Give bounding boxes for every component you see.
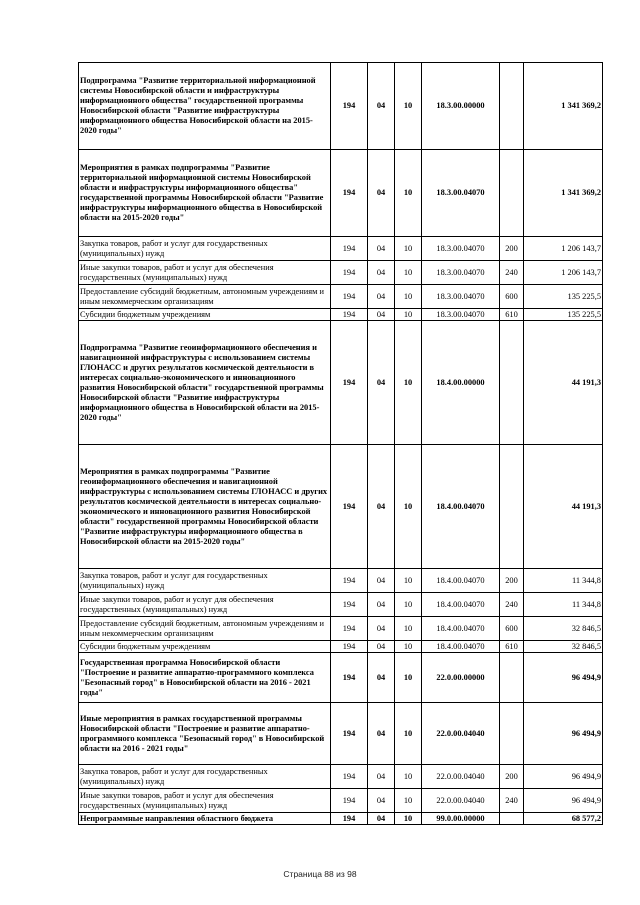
row-ministry-code-cell: 194 <box>331 641 368 653</box>
row-expense-type-cell <box>500 321 524 445</box>
row-subsection-cell: 10 <box>395 789 422 813</box>
row-section-cell: 04 <box>368 321 395 445</box>
row-target-article-cell: 18.4.00.00000 <box>422 321 500 445</box>
row-amount-cell: 1 341 369,2 <box>524 150 603 237</box>
row-expense-type-cell: 200 <box>500 237 524 261</box>
row-target-article-cell: 18.3.00.04070 <box>422 285 500 309</box>
row-name-cell: Закупка товаров, работ и услуг для государственных (муниципальных) нужд <box>79 237 331 261</box>
row-amount-cell: 11 344,8 <box>524 593 603 617</box>
row-ministry-code-cell: 194 <box>331 813 368 825</box>
row-ministry-code-cell: 194 <box>331 765 368 789</box>
row-name-cell: Закупка товаров, работ и услуг для государственных (муниципальных) нужд <box>79 765 331 789</box>
row-name-cell: Мероприятия в рамках подпрограммы "Развитие геоинформационного обеспечения и навигационной инфраструктуры с использованием системы ГЛОНАСС и других результатов космической деятельности в интересах социально-экономического и инновационного развития Новосибирской области" государственной программы Новосибирской области "Развитие инфраструктуры информационного общества в Новосибирской области на 2015-2020 годы" <box>79 445 331 569</box>
row-target-article-cell: 18.3.00.04070 <box>422 261 500 285</box>
row-target-article-cell: 22.0.00.00000 <box>422 653 500 703</box>
row-amount-cell: 44 191,3 <box>524 445 603 569</box>
row-target-article-cell: 18.3.00.00000 <box>422 63 500 150</box>
table-row <box>79 703 603 765</box>
row-subsection-cell: 10 <box>395 765 422 789</box>
row-target-article-cell: 18.4.00.04070 <box>422 593 500 617</box>
table-row <box>79 321 603 445</box>
row-section-cell: 04 <box>368 617 395 641</box>
row-target-article-cell: 18.4.00.04070 <box>422 569 500 593</box>
table-row <box>79 285 603 309</box>
row-target-article-cell: 99.0.00.00000 <box>422 813 500 825</box>
row-subsection-cell: 10 <box>395 653 422 703</box>
row-name-cell: Непрограммные направления областного бюджета <box>79 813 331 825</box>
row-name-cell: Государственная программа Новосибирской области "Построение и развитие аппаратно-программного комплекса "Безопасный город" в Новосибирской области на 2016 - 2021 годы" <box>79 653 331 703</box>
row-name-cell: Иные мероприятия в рамках государственной программы Новосибирской области "Построение и развитие аппаратно-программного комплекса "Безопасный город" в Новосибирской области на 2016 - 2021 годы" <box>79 703 331 765</box>
table-row <box>79 237 603 261</box>
row-name-cell: Закупка товаров, работ и услуг для государственных (муниципальных) нужд <box>79 569 331 593</box>
row-expense-type-cell: 240 <box>500 789 524 813</box>
table-row <box>79 765 603 789</box>
row-subsection-cell: 10 <box>395 703 422 765</box>
row-expense-type-cell <box>500 653 524 703</box>
row-name-cell: Иные закупки товаров, работ и услуг для обеспечения государственных (муниципальных) нужд <box>79 261 331 285</box>
row-section-cell: 04 <box>368 653 395 703</box>
row-target-article-cell: 18.3.00.04070 <box>422 237 500 261</box>
row-ministry-code-cell: 194 <box>331 445 368 569</box>
row-section-cell: 04 <box>368 789 395 813</box>
row-subsection-cell: 10 <box>395 321 422 445</box>
row-subsection-cell: 10 <box>395 813 422 825</box>
row-target-article-cell: 18.3.00.04070 <box>422 309 500 321</box>
row-ministry-code-cell: 194 <box>331 593 368 617</box>
row-section-cell: 04 <box>368 63 395 150</box>
row-name-cell: Иные закупки товаров, работ и услуг для обеспечения государственных (муниципальных) нужд <box>79 789 331 813</box>
row-ministry-code-cell: 194 <box>331 617 368 641</box>
row-section-cell: 04 <box>368 641 395 653</box>
row-expense-type-cell: 240 <box>500 261 524 285</box>
row-subsection-cell: 10 <box>395 617 422 641</box>
row-subsection-cell: 10 <box>395 285 422 309</box>
row-ministry-code-cell: 194 <box>331 653 368 703</box>
row-amount-cell: 96 494,9 <box>524 765 603 789</box>
table-row <box>79 813 603 825</box>
table-row <box>79 445 603 569</box>
row-target-article-cell: 18.4.00.04070 <box>422 617 500 641</box>
row-name-cell: Мероприятия в рамках подпрограммы "Развитие территориальной информационной системы Новосибирской области и инфраструктуры информационного общества" государственной программы Новосибирской области "Развитие инфраструктуры информационного общества в Новосибирской области на 2015-2020 годы" <box>79 150 331 237</box>
table-row <box>79 653 603 703</box>
row-amount-cell: 1 341 369,2 <box>524 63 603 150</box>
row-target-article-cell: 22.0.00.04040 <box>422 789 500 813</box>
table-row <box>79 261 603 285</box>
budget-table-body <box>79 63 603 825</box>
row-section-cell: 04 <box>368 309 395 321</box>
row-expense-type-cell: 610 <box>500 309 524 321</box>
row-subsection-cell: 10 <box>395 569 422 593</box>
row-amount-cell: 44 191,3 <box>524 321 603 445</box>
row-expense-type-cell <box>500 703 524 765</box>
row-subsection-cell: 10 <box>395 261 422 285</box>
row-expense-type-cell <box>500 813 524 825</box>
row-name-cell: Предоставление субсидий бюджетным, автономным учреждениям и иным некоммерческим организациям <box>79 285 331 309</box>
row-ministry-code-cell: 194 <box>331 150 368 237</box>
row-section-cell: 04 <box>368 569 395 593</box>
row-amount-cell: 96 494,9 <box>524 789 603 813</box>
row-subsection-cell: 10 <box>395 445 422 569</box>
table-row <box>79 150 603 237</box>
row-amount-cell: 1 206 143,7 <box>524 237 603 261</box>
row-target-article-cell: 22.0.00.04040 <box>422 765 500 789</box>
budget-table <box>78 62 603 825</box>
row-ministry-code-cell: 194 <box>331 789 368 813</box>
row-ministry-code-cell: 194 <box>331 321 368 445</box>
row-target-article-cell: 22.0.00.04040 <box>422 703 500 765</box>
row-amount-cell: 135 225,5 <box>524 309 603 321</box>
row-amount-cell: 11 344,8 <box>524 569 603 593</box>
row-amount-cell: 96 494,9 <box>524 703 603 765</box>
row-ministry-code-cell: 194 <box>331 63 368 150</box>
row-name-cell: Подпрограмма "Развитие геоинформационного обеспечения и навигационной инфраструктуры с использованием системы ГЛОНАСС и других результатов космической деятельности в интересах социально-экономического и инновационного развития Новосибирской области" государственной программы Новосибирской области "Развитие инфраструктуры информационного общества в Новосибирской области на 2015-2020 годы" <box>79 321 331 445</box>
row-section-cell: 04 <box>368 285 395 309</box>
row-subsection-cell: 10 <box>395 309 422 321</box>
row-name-cell: Иные закупки товаров, работ и услуг для обеспечения государственных (муниципальных) нужд <box>79 593 331 617</box>
row-expense-type-cell <box>500 150 524 237</box>
row-subsection-cell: 10 <box>395 150 422 237</box>
row-amount-cell: 96 494,9 <box>524 653 603 703</box>
row-section-cell: 04 <box>368 150 395 237</box>
row-expense-type-cell: 610 <box>500 641 524 653</box>
row-amount-cell: 32 846,5 <box>524 641 603 653</box>
row-expense-type-cell: 600 <box>500 617 524 641</box>
row-expense-type-cell: 200 <box>500 569 524 593</box>
row-name-cell: Подпрограмма "Развитие территориальной информационной системы Новосибирской области и инфраструктуры информационного общества" государственной программы Новосибирской области "Развитие инфраструктуры информационного общества Новосибирской области на 2015-2020 годы" <box>79 63 331 150</box>
row-amount-cell: 135 225,5 <box>524 285 603 309</box>
row-amount-cell: 1 206 143,7 <box>524 261 603 285</box>
page-number: Страница 88 из 98 <box>283 869 357 879</box>
row-section-cell: 04 <box>368 261 395 285</box>
table-row <box>79 569 603 593</box>
row-name-cell: Предоставление субсидий бюджетным, автономным учреждениям и иным некоммерческим организациям <box>79 617 331 641</box>
row-expense-type-cell: 200 <box>500 765 524 789</box>
table-row <box>79 641 603 653</box>
table-row <box>79 617 603 641</box>
row-name-cell: Субсидии бюджетным учреждениям <box>79 641 331 653</box>
row-subsection-cell: 10 <box>395 593 422 617</box>
row-section-cell: 04 <box>368 813 395 825</box>
row-expense-type-cell: 600 <box>500 285 524 309</box>
row-ministry-code-cell: 194 <box>331 237 368 261</box>
row-expense-type-cell: 240 <box>500 593 524 617</box>
row-expense-type-cell <box>500 445 524 569</box>
row-section-cell: 04 <box>368 237 395 261</box>
row-section-cell: 04 <box>368 445 395 569</box>
row-ministry-code-cell: 194 <box>331 569 368 593</box>
row-section-cell: 04 <box>368 703 395 765</box>
row-subsection-cell: 10 <box>395 63 422 150</box>
table-row <box>79 63 603 150</box>
row-section-cell: 04 <box>368 765 395 789</box>
row-ministry-code-cell: 194 <box>331 703 368 765</box>
row-amount-cell: 68 577,2 <box>524 813 603 825</box>
row-ministry-code-cell: 194 <box>331 261 368 285</box>
table-row <box>79 593 603 617</box>
row-target-article-cell: 18.4.00.04070 <box>422 445 500 569</box>
row-section-cell: 04 <box>368 593 395 617</box>
row-subsection-cell: 10 <box>395 237 422 261</box>
table-row <box>79 309 603 321</box>
row-subsection-cell: 10 <box>395 641 422 653</box>
row-name-cell: Субсидии бюджетным учреждениям <box>79 309 331 321</box>
row-target-article-cell: 18.4.00.04070 <box>422 641 500 653</box>
table-row <box>79 789 603 813</box>
row-amount-cell: 32 846,5 <box>524 617 603 641</box>
row-target-article-cell: 18.3.00.04070 <box>422 150 500 237</box>
row-ministry-code-cell: 194 <box>331 309 368 321</box>
row-expense-type-cell <box>500 63 524 150</box>
row-ministry-code-cell: 194 <box>331 285 368 309</box>
